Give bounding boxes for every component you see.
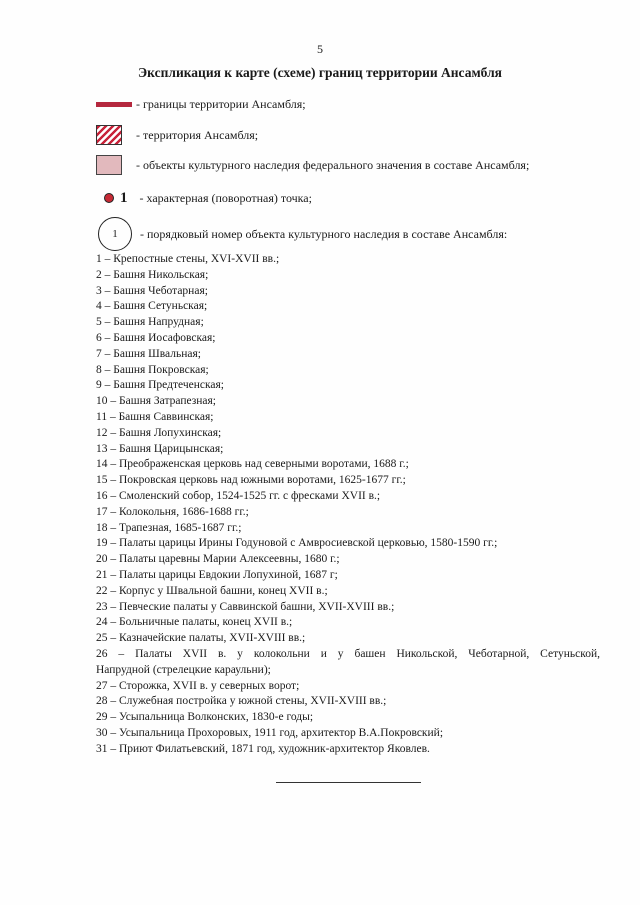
list-item: 11 – Башня Саввинская; [96, 410, 214, 423]
legend-text: - порядковый номер объекта культурного наследия в составе Ансамбля: [140, 226, 508, 241]
legend-item-territory [96, 124, 258, 146]
list-item: 23 – Певческие палаты у Саввинской башни, XVII-XVIII вв.; [96, 600, 395, 613]
list-item: 28 – Служебная постройка у южной стены, XVII-XVIII вв.; [96, 695, 387, 708]
page-title: Экспликация к карте (схеме) границ территории Ансамбля [138, 65, 502, 80]
list-item: 18 – Трапезная, 1685-1687 гг.; [96, 521, 242, 534]
list-item: 6 – Башня Иосафовская; [96, 331, 216, 344]
list-item: 8 – Башня Покровская; [96, 363, 209, 376]
list-item: 25 – Казначейские палаты, XVII-XVIII вв.; [96, 632, 306, 645]
legend-item-border [96, 93, 306, 115]
list-item: 30 – Усыпальница Прохоровых, 1911 год, архитектор В.А.Покровский; [96, 726, 444, 739]
hatch-symbol [96, 125, 136, 145]
list-item: 29 – Усыпальница Волконских, 1830-е годы; [96, 711, 314, 724]
point-dot-icon [104, 193, 114, 203]
list-item: 17 – Колокольня, 1686-1688 гг.; [96, 505, 249, 518]
list-item [96, 647, 600, 663]
list-item: 24 – Больничные палаты, конец XVII в.; [96, 616, 293, 629]
list-item: 12 – Башня Лопухинская; [96, 426, 222, 439]
legend-text: - границы территории Ансамбля; [136, 96, 306, 111]
legend-text: - территория Ансамбля; [136, 127, 259, 142]
list-item: 2 – Башня Никольская; [96, 268, 209, 281]
circle-number-icon [98, 217, 132, 251]
page-number: 5 [317, 42, 323, 56]
point-number: 1 [120, 189, 128, 206]
list-item: 27 – Сторожка, XVII в. у северных ворот; [96, 679, 300, 692]
circle-number-label: 1 [112, 228, 118, 240]
legend-item-heritage-objects [96, 154, 529, 176]
heritage-objects-list [96, 252, 600, 758]
list-item: 4 – Башня Сетуньская; [96, 300, 208, 313]
list-item: 21 – Палаты царицы Евдокии Лопухиной, 1687 г; [96, 568, 338, 581]
list-item: 22 – Корпус у Швальной башни, конец XVII в.; [96, 584, 328, 597]
legend-item-point [96, 187, 312, 209]
border-line-symbol [96, 102, 136, 107]
list-item: 19 – Палаты царицы Ирины Годуновой с Амвросиевской церковью, 1580-1590 гг.; [96, 537, 498, 550]
list-item: 7 – Башня Швальная; [96, 347, 201, 360]
list-item-line: 26 – Палаты XVII в. у колокольни и у башен Никольской, Чеботарной, Сетуньской, [96, 647, 600, 660]
signature-divider [276, 782, 421, 783]
list-item: 20 – Палаты царевны Марии Алексеевны, 1680 г.; [96, 553, 340, 566]
list-item: 15 – Покровская церковь над южными воротами, 1625-1677 гг.; [96, 474, 406, 487]
pink-fill-symbol [96, 155, 136, 175]
list-item: 10 – Башня Затрапезная; [96, 395, 217, 408]
legend-text: - характерная (поворотная) точка; [139, 190, 312, 205]
list-item: 13 – Башня Царицынская; [96, 442, 224, 455]
list-item: 16 – Смоленский собор, 1524-1525 гг. с фресками XVII в.; [96, 489, 381, 502]
list-item: 31 – Приют Филатьевский, 1871 год, художник-архитектор Яковлев. [96, 742, 430, 755]
list-item: 5 – Башня Напрудная; [96, 316, 204, 329]
list-item: 14 – Преображенская церковь над северными воротами, 1688 г.; [96, 458, 409, 471]
legend-text: - объекты культурного наследия федерального значения в составе Ансамбля; [136, 157, 530, 172]
list-item: 9 – Башня Предтеченская; [96, 379, 224, 392]
list-item-continuation: Напрудной (стрелецкие караульни); [96, 663, 271, 676]
legend-item-circle-number [96, 216, 507, 252]
list-item: 3 – Башня Чеботарная; [96, 284, 208, 297]
list-item: 1 – Крепостные стены, XVI-XVII вв.; [96, 253, 280, 265]
